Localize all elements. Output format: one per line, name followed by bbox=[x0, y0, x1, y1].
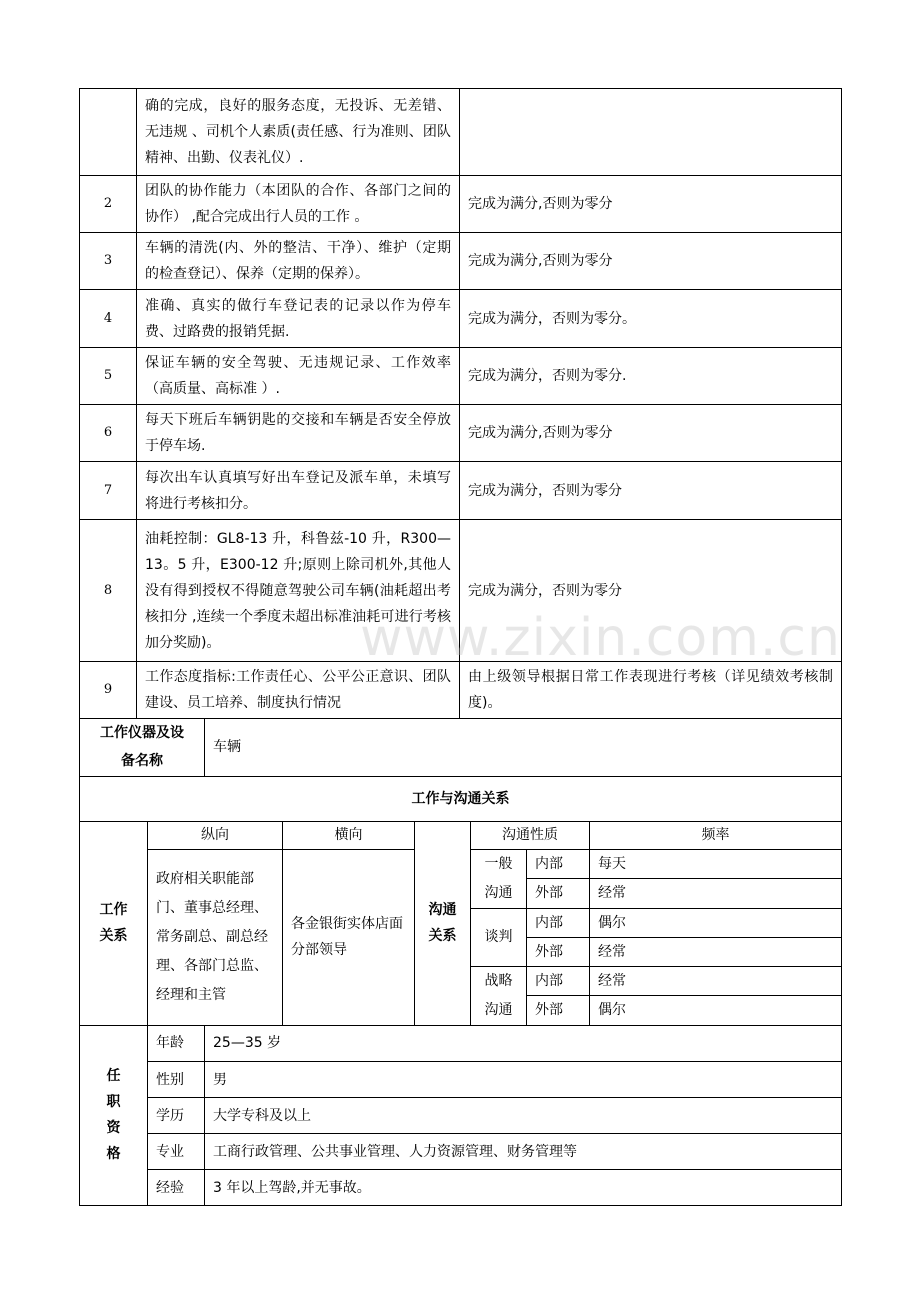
comm-frequency: 经常 bbox=[590, 879, 842, 909]
qualification-key: 经验 bbox=[148, 1170, 205, 1206]
comm-frequency: 偶尔 bbox=[590, 908, 842, 937]
qualification-value: 工商行政管理、公共事业管理、人力资源管理、财务管理等 bbox=[205, 1134, 842, 1170]
relations-table bbox=[79, 719, 842, 1026]
criteria-no bbox=[80, 89, 137, 176]
communication-label: 沟通关系 bbox=[415, 821, 471, 1025]
comm-type: 战略沟通 bbox=[471, 966, 527, 1025]
comm-scope: 外部 bbox=[527, 937, 590, 966]
criteria-text: 确的完成，良好的服务态度，无投诉、无差错、无违规 、司机个人素质(责任感、行为准则、团队精神、出勤、仪表礼仪）. bbox=[137, 89, 460, 176]
criteria-no: 3 bbox=[80, 233, 137, 290]
criteria-standard: 完成为满分,否则为零分 bbox=[460, 233, 842, 290]
work-relation-label: 工作关系 bbox=[80, 821, 148, 1025]
qualifications-label: 任职资格 bbox=[80, 1026, 148, 1206]
criteria-no: 7 bbox=[80, 462, 137, 520]
comm-frequency: 经常 bbox=[590, 966, 842, 996]
criteria-standard: 完成为满分，否则为零分。 bbox=[460, 290, 842, 348]
criteria-row bbox=[80, 662, 842, 719]
qualification-row bbox=[80, 1170, 842, 1206]
criteria-standard bbox=[460, 89, 842, 176]
criteria-text: 准确、真实的做行车登记表的记录以作为停车费、过路费的报销凭据. bbox=[137, 290, 460, 348]
criteria-no: 2 bbox=[80, 176, 137, 233]
comm-scope: 内部 bbox=[527, 849, 590, 879]
criteria-row bbox=[80, 462, 842, 520]
criteria-no: 5 bbox=[80, 348, 137, 405]
criteria-text: 每天下班后车辆钥匙的交接和车辆是否安全停放于停车场. bbox=[137, 405, 460, 462]
criteria-no: 4 bbox=[80, 290, 137, 348]
comm-scope: 内部 bbox=[527, 908, 590, 937]
qualification-row bbox=[80, 1026, 842, 1062]
criteria-text: 油耗控制：GL8-13 升，科鲁兹-10 升，R300—13。5 升，E300-12 升;原则上除司机外,其他人没有得到授权不得随意驾驶公司车辆(油耗超出考核扣分 ,连续一个季度未超出标准油耗可进行考核加分奖励)。 bbox=[137, 520, 460, 662]
criteria-standard: 完成为满分，否则为零分. bbox=[460, 348, 842, 405]
equipment-row bbox=[80, 719, 842, 776]
comm-frequency: 偶尔 bbox=[590, 996, 842, 1026]
relations-title-row bbox=[80, 776, 842, 821]
comm-type: 一般沟通 bbox=[471, 849, 527, 908]
qualification-key: 专业 bbox=[148, 1134, 205, 1170]
criteria-row bbox=[80, 348, 842, 405]
qualification-value: 25—35 岁 bbox=[205, 1026, 842, 1062]
qualification-row bbox=[80, 1134, 842, 1170]
criteria-text: 团队的协作能力（本团队的合作、各部门之间的协作） ,配合完成出行人员的工作 。 bbox=[137, 176, 460, 233]
frequency-header: 频率 bbox=[590, 821, 842, 849]
criteria-row bbox=[80, 290, 842, 348]
criteria-text: 每次出车认真填写好出车登记及派车单，未填写将进行考核扣分。 bbox=[137, 462, 460, 520]
comm-scope: 外部 bbox=[527, 996, 590, 1026]
criteria-row bbox=[80, 176, 842, 233]
qualification-key: 性别 bbox=[148, 1062, 205, 1098]
nature-header: 沟通性质 bbox=[471, 821, 590, 849]
comm-scope: 外部 bbox=[527, 879, 590, 909]
comm-frequency: 经常 bbox=[590, 937, 842, 966]
vertical-header: 纵向 bbox=[148, 821, 283, 849]
relations-title: 工作与沟通关系 bbox=[80, 776, 842, 821]
horizontal-header: 横向 bbox=[283, 821, 415, 849]
criteria-standard: 完成为满分，否则为零分 bbox=[460, 520, 842, 662]
vertical-relations: 政府相关职能部门、董事总经理、常务副总、副总经理、各部门总监、经理和主管 bbox=[148, 849, 283, 1025]
relations-header-row bbox=[80, 821, 842, 849]
criteria-standard: 由上级领导根据日常工作表现进行考核（详见绩效考核制度)。 bbox=[460, 662, 842, 719]
qualification-value: 3 年以上驾龄,并无事故。 bbox=[205, 1170, 842, 1206]
qualification-key: 年龄 bbox=[148, 1026, 205, 1062]
qualification-key: 学历 bbox=[148, 1098, 205, 1134]
qualification-value: 大学专科及以上 bbox=[205, 1098, 842, 1134]
criteria-row bbox=[80, 405, 842, 462]
criteria-row bbox=[80, 233, 842, 290]
criteria-text: 车辆的清洗(内、外的整洁、干净）、维护（定期的检查登记）、保养（定期的保养）。 bbox=[137, 233, 460, 290]
criteria-standard: 完成为满分，否则为零分 bbox=[460, 462, 842, 520]
criteria-text: 保证车辆的安全驾驶、无违规记录、工作效率（高质量、高标准 ）. bbox=[137, 348, 460, 405]
comm-type: 谈判 bbox=[471, 908, 527, 966]
equipment-value: 车辆 bbox=[205, 719, 842, 776]
criteria-no: 9 bbox=[80, 662, 137, 719]
watermark: www.zixin.com.cn bbox=[360, 608, 841, 668]
qualification-row bbox=[80, 1098, 842, 1134]
qualification-row bbox=[80, 1062, 842, 1098]
criteria-no: 8 bbox=[80, 520, 137, 662]
qualification-value: 男 bbox=[205, 1062, 842, 1098]
criteria-standard: 完成为满分,否则为零分 bbox=[460, 176, 842, 233]
horizontal-relations: 各金银街实体店面分部领导 bbox=[283, 849, 415, 1025]
criteria-no: 6 bbox=[80, 405, 137, 462]
criteria-standard: 完成为满分,否则为零分 bbox=[460, 405, 842, 462]
comm-scope: 内部 bbox=[527, 966, 590, 996]
comm-frequency: 每天 bbox=[590, 849, 842, 879]
equipment-label: 工作仪器及设备名称 bbox=[80, 719, 205, 776]
criteria-text: 工作态度指标:工作责任心、公平公正意识、团队建设、员工培养、制度执行情况 bbox=[137, 662, 460, 719]
qualifications-table bbox=[79, 1026, 842, 1207]
criteria-row bbox=[80, 89, 842, 176]
